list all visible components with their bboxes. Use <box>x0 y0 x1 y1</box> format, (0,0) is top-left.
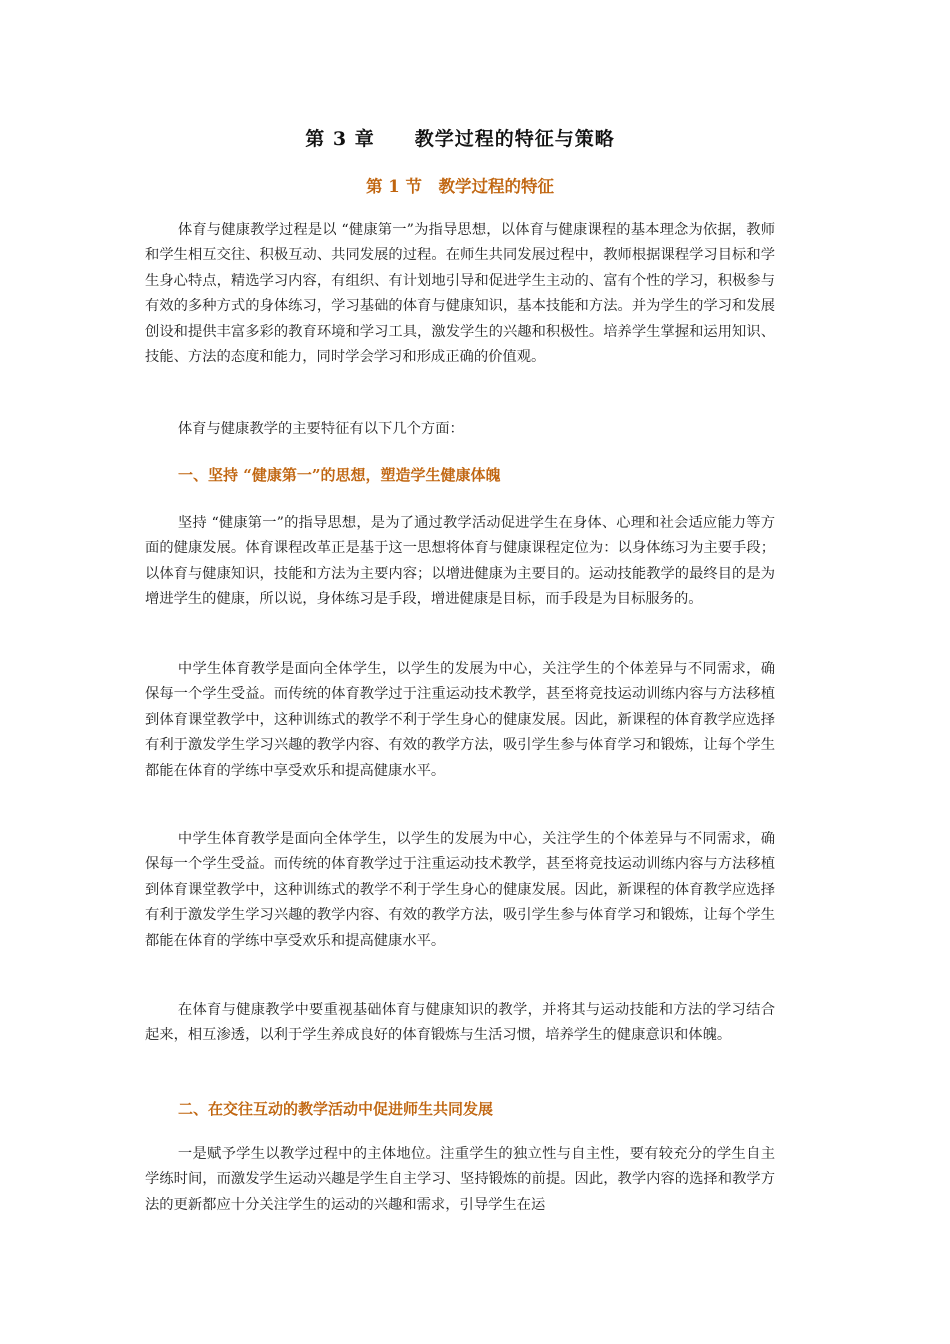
heading-interaction: 二、在交往互动的教学活动中促进师生共同发展 <box>178 1100 494 1118</box>
paragraph-all-students-repeat: 中学生体育教学是面向全体学生，以学生的发展为中心，关注学生的个体差异与不同需求，确保每一个学生受益。而传统的体育教学过于注重运动技术教学，甚至将竞技运动训练内容与方法移植到体育课堂教学中，这种训练式的教学不利于学生身心的健康发展。因此，新课程的体育教学应选择有利于激发学生学习兴趣的教学内容、有效的教学方法，吸引学生参与体育学习和锻炼，让每个学生都能在体育的学练中享受欢乐和提高健康水平。 <box>145 831 775 949</box>
paragraph-knowledge: 在体育与健康教学中要重视基础体育与健康知识的教学，并将其与运动技能和方法的学习结合起来，相互渗透，以利于学生养成良好的体育锻炼与生活习惯，培养学生的健康意识和体魄。 <box>145 1002 775 1044</box>
paragraph-features-lead: 体育与健康教学的主要特征有以下几个方面： <box>177 421 464 437</box>
paragraph-student-subject: 一是赋予学生以教学过程中的主体地位。注重学生的独立性与自主性，要有较充分的学生自主学练时间，而激发学生运动兴趣是学生自主学习、坚持锻炼的前提。因此，教学内容的选择和教学方法的更新都应十分关注学生的运动的兴趣和需求，引导学生在运 <box>145 1146 775 1213</box>
chapter-title: 第 3 章 教学过程的特征与策略 <box>305 128 615 150</box>
heading-health-first: 一、坚持 “健康第一”的思想，塑造学生健康体魄 <box>178 466 501 484</box>
paragraph-all-students: 中学生体育教学是面向全体学生，以学生的发展为中心，关注学生的个体差异与不同需求，确保每一个学生受益。而传统的体育教学过于注重运动技术教学，甚至将竞技运动训练内容与方法移植到体育课堂教学中，这种训练式的教学不利于学生身心的健康发展。因此，新课程的体育教学应选择有利于激发学生学习兴趣的教学内容、有效的教学方法，吸引学生参与体育学习和锻炼，让每个学生都能在体育的学练中享受欢乐和提高健康水平。 <box>145 661 775 779</box>
paragraph-intro: 体育与健康教学过程是以 “健康第一”为指导思想，以体育与健康课程的基本理念为依据，教师和学生相互交往、积极互动、共同发展的过程。在师生共同发展过程中，教师根据课程学习目标和学生身心特点，精选学习内容，有组织、有计划地引导和促进学生主动的、富有个性的学习，积极参与有效的多种方式的身体练习，学习基础的体育与健康知识，基本技能和方法。并为学生的学习和发展创设和提供丰富多彩的教育环境和学习工具，激发学生的兴趣和积极性。培养学生掌握和运用知识、技能、方法的态度和能力，同时学会学习和形成正确的价值观。 <box>145 222 775 366</box>
paragraph-health-first: 坚持 “健康第一”的指导思想，是为了通过教学活动促进学生在身体、心理和社会适应能力等方面的健康发展。体育课程改革正是基于这一思想将体育与健康课程定位为：以身体练习为主要手段；以体育与健康知识，技能和方法为主要内容；以增进健康为主要目的。运动技能教学的最终目的是为增进学生的健康，所以说，身体练习是手段，增进健康是目标，而手段是为目标服务的。 <box>145 515 775 608</box>
section-title: 第 1 节 教学过程的特征 <box>366 177 554 196</box>
